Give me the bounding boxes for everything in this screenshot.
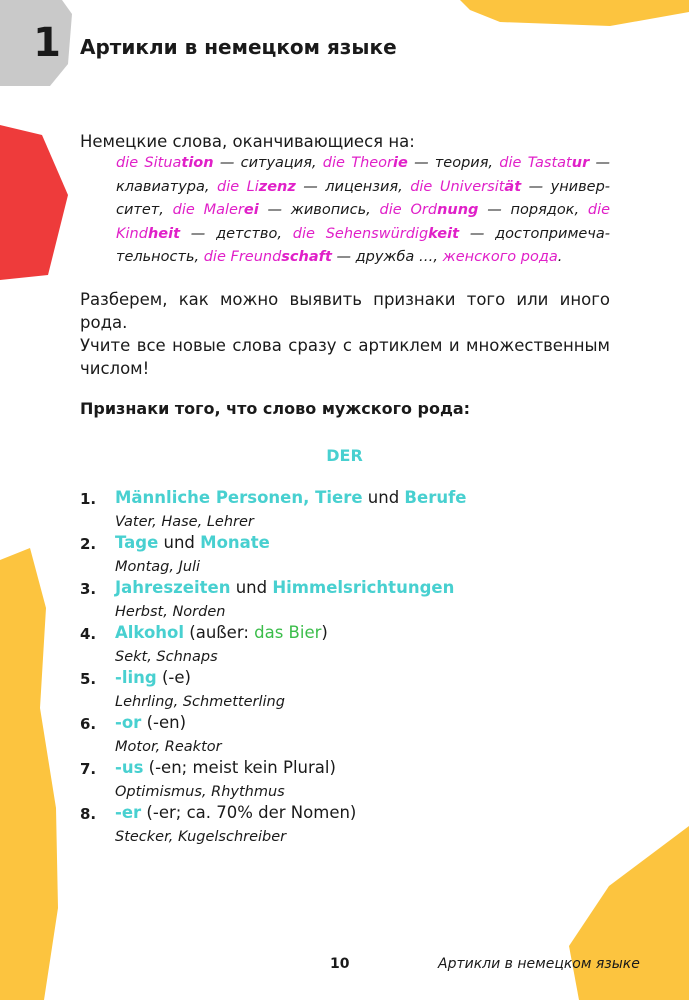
chapter-number: 1 <box>33 20 61 66</box>
example-translation: — лицензия, <box>295 178 411 195</box>
example-suffix: ei <box>243 202 259 218</box>
rule-title: Alkohol (außer: das Bier) <box>115 623 328 642</box>
rule-number: 7. <box>80 760 97 778</box>
example-translation: — детство, <box>180 225 293 242</box>
rule-example: Motor, Reaktor <box>115 739 222 755</box>
rule-example: Herbst, Norden <box>115 604 226 620</box>
example-german-word: die Ordnung <box>379 202 479 218</box>
example-suffix: ur <box>571 155 590 171</box>
example-suffix: schaft <box>281 249 332 265</box>
left-yellow-shape <box>0 548 70 1000</box>
example-suffix: nung <box>437 202 479 218</box>
example-translation: — достопримечательность, <box>116 225 610 265</box>
example-translation: — университет, <box>116 178 611 218</box>
rule-example: Sekt, Schnaps <box>115 649 218 665</box>
chapter-title: Артикли в немецком языке <box>80 35 397 59</box>
example-translation: — живопись, <box>258 202 380 218</box>
rule-number: 6. <box>80 715 97 733</box>
rule-number: 2. <box>80 535 97 553</box>
paragraph-gender-detection: Разберем, как можно выявить признаки того или иного рода. <box>80 290 610 332</box>
example-suffix: keit <box>428 225 460 242</box>
rule-example: Optimismus, Rhythmus <box>115 784 285 800</box>
example-suffix: ie <box>393 155 408 171</box>
example-german-word: die Situation <box>116 155 214 171</box>
example-translation: — теория, <box>407 155 500 171</box>
feminine-gender-label: женского рода <box>442 249 558 265</box>
rule-example: Stecker, Kugelschreiber <box>115 829 287 845</box>
rule-number: 8. <box>80 805 97 823</box>
rule-number: 3. <box>80 580 97 598</box>
example-suffix: zenz <box>258 178 296 195</box>
running-title: Артикли в немецком языке <box>438 956 640 972</box>
example-translation: — клавиатура, <box>116 155 610 195</box>
section-heading: Признаки того, что слово мужского рода: <box>80 399 471 418</box>
example-translation: — порядок, <box>478 202 588 218</box>
rule-example: Montag, Juli <box>115 559 201 575</box>
bottom-right-yellow-shape <box>569 826 689 1000</box>
rule-number: 4. <box>80 625 97 643</box>
example-german-word: die Kindheit <box>116 202 611 242</box>
rule-title: -or (-en) <box>115 713 187 732</box>
example-german-word: die Malerei <box>172 202 259 218</box>
top-right-yellow-shape <box>460 0 689 30</box>
feminine-examples: die Situation — ситуация, die Theorie — теория, die Tastatur — клавиатура, die Lizenz — лицензия, die Universität — университет, die Malerei — живопись, die Ordnung — порядок, die Kindheit — детство, die Sehenswürdigkeit — достопримечательность, die Freundschaft — дружба …, женского рода. <box>116 155 611 265</box>
page-number: 10 <box>330 956 350 972</box>
example-german-word: die Sehenswürdigkeit <box>292 225 460 242</box>
intro-lead: Немецкие слова, оканчивающиеся на: <box>80 132 415 151</box>
rule-title: Tage und Monate <box>115 533 270 552</box>
rule-title: -er (-er; ca. 70% der Nomen) <box>115 803 357 822</box>
example-suffix: tion <box>181 155 214 171</box>
rule-example: Lehrling, Schmetterling <box>115 694 285 710</box>
rule-title: -us (-en; meist kein Plural) <box>115 758 336 777</box>
example-german-word: die Theorie <box>322 155 408 171</box>
rule-title: -ling (-e) <box>115 668 191 687</box>
rule-number: 5. <box>80 670 97 688</box>
example-suffix: heit <box>147 225 180 242</box>
example-suffix: ät <box>504 178 522 195</box>
example-german-word: die Lizenz <box>216 178 296 195</box>
example-translation: — дружба …, <box>331 249 443 265</box>
example-german-word: die Universität <box>410 178 522 195</box>
rule-example: Vater, Hase, Lehrer <box>115 514 254 530</box>
rule-number: 1. <box>80 490 97 508</box>
rule-title: Männliche Personen, Tiere und Berufe <box>115 488 467 507</box>
rule-title: Jahreszeiten und Himmelsrichtungen <box>115 578 455 597</box>
paragraph-learn-tip: Учите все новые слова сразу с артиклем и множественным числом! <box>80 336 610 378</box>
example-translation: — ситуация, <box>213 155 323 171</box>
example-german-word: die Tastatur <box>499 155 590 171</box>
article-label: DER <box>326 446 363 465</box>
left-red-shape <box>0 125 70 280</box>
example-german-word: die Freundschaft <box>203 249 332 265</box>
